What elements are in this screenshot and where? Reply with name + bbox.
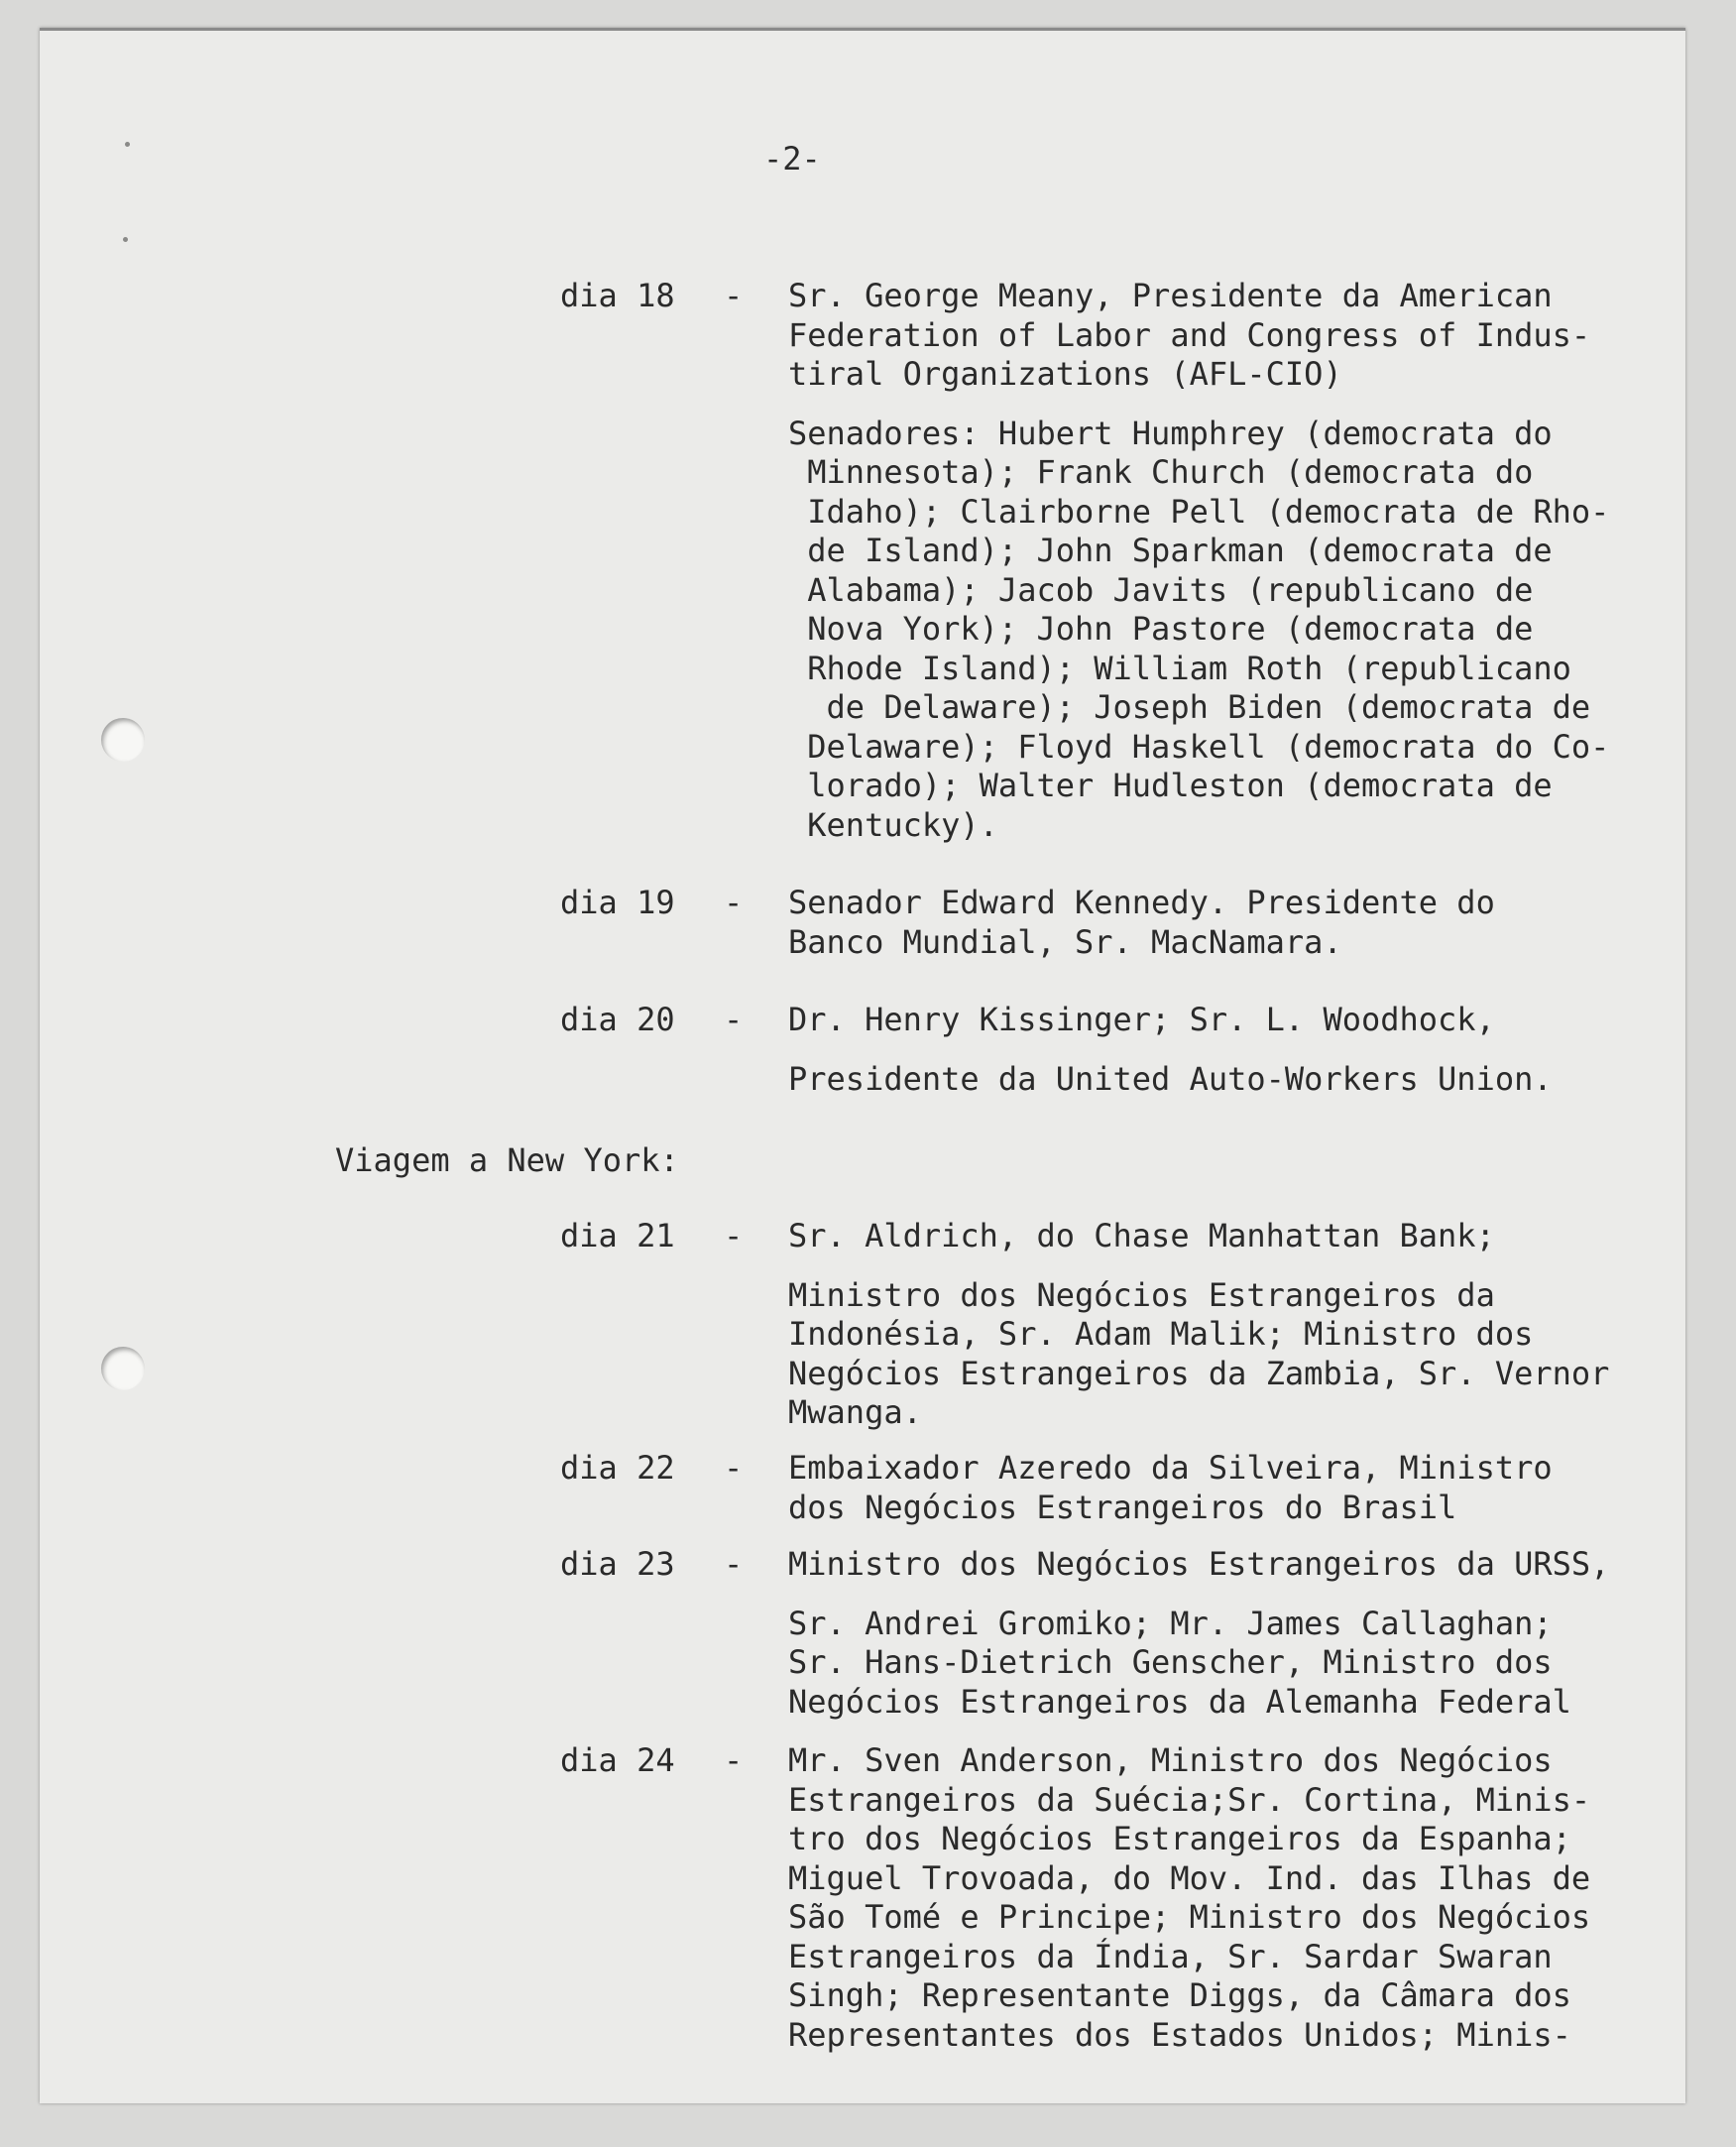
speck [123,237,128,242]
entry-line: de Delaware); Joseph Biden (democrata de [788,688,1591,726]
entry-line: Minnesota); Frank Church (democrata do [788,453,1534,491]
punch-hole-top [101,718,145,762]
entry-line: Banco Mundial, Sr. MacNamara. [788,922,1342,961]
entry-line: Idaho); Clairborne Pell (democrata de Rho- [788,492,1610,531]
entry-line: São Tomé e Principe; Ministro dos Negócios [788,1898,1591,1936]
entry-line: tiral Organizations (AFL-CIO) [788,355,1342,393]
entry-line: Senadores: Hubert Humphrey (democrata do [788,414,1553,452]
entry-line: Ministro dos Negócios Estrangeiros da [788,1275,1495,1314]
entry-line: Sr. Hans-Dietrich Genscher, Ministro dos [788,1643,1553,1681]
entry-day: dia 22 [560,1449,675,1487]
speck [125,142,130,147]
entry-day: dia 24 [560,1741,675,1779]
entry-line: Federation of Labor and Congress of Indus- [788,315,1591,354]
entry-line: Representantes dos Estados Unidos; Minis- [788,2015,1571,2054]
entry-dash: - [724,884,744,921]
entry-line: Nova York); John Pastore (democrata de [788,610,1534,648]
entry-day: dia 21 [560,1217,675,1254]
entry-dash: - [724,1545,744,1583]
entry-line: Negócios Estrangeiros da Zambia, Sr. Vernor [788,1354,1610,1392]
entry-dash: - [724,277,744,314]
entry-line: Senador Edward Kennedy. Presidente do [788,884,1495,921]
entry-line: Estrangeiros da Índia, Sr. Sardar Swaran [788,1937,1553,1975]
entry-day: dia 23 [560,1545,675,1583]
entry-line: Kentucky). [788,805,998,844]
entry-line: Sr. Aldrich, do Chase Manhattan Bank; [788,1217,1495,1254]
entry-line: lorado); Walter Hudleston (democrata de [788,767,1553,804]
entry-line: Miguel Trovoada, do Mov. Ind. das Ilhas de [788,1858,1591,1897]
entry-line: Delaware); Floyd Haskell (democrata do Co- [788,727,1610,766]
document-page [40,28,1685,2103]
entry-line: Mwanga. [788,1393,922,1431]
entry-day: dia 19 [560,884,675,921]
entry-line: dos Negócios Estrangeiros do Brasil [788,1488,1457,1526]
entry-line: Rhode Island); William Roth (republicano [788,649,1571,687]
section-heading: Viagem a New York: [335,1141,679,1179]
entry-line: Presidente da United Auto-Workers Union. [788,1059,1553,1098]
entry-line: de Island); John Sparkman (democrata de [788,532,1553,569]
entry-line: Embaixador Azeredo da Silveira, Ministro [788,1449,1553,1487]
entry-dash: - [724,1449,744,1487]
entry-line: Estrangeiros da Suécia;Sr. Cortina, Minis- [788,1780,1591,1819]
entry-line: tro dos Negócios Estrangeiros da Espanha; [788,1820,1571,1857]
entry-day: dia 18 [560,277,675,314]
entry-line: Dr. Henry Kissinger; Sr. L. Woodhock, [788,1001,1495,1038]
entry-line: Ministro dos Negócios Estrangeiros da URSS, [788,1545,1610,1583]
page-number: -2- [763,140,821,178]
entry-dash: - [724,1001,744,1038]
entry-line: Sr. Andrei Gromiko; Mr. James Callaghan; [788,1604,1553,1642]
entry-day: dia 20 [560,1001,675,1038]
entry-line: Mr. Sven Anderson, Ministro dos Negócios [788,1741,1553,1779]
entry-line: Singh; Representante Diggs, da Câmara dos [788,1976,1571,2014]
entry-line: Negócios Estrangeiros da Alemanha Federal [788,1682,1571,1721]
entry-line: Sr. George Meany, Presidente da American [788,277,1553,314]
entry-line: Indonésia, Sr. Adam Malik; Ministro dos [788,1315,1534,1353]
entry-dash: - [724,1741,744,1779]
entry-dash: - [724,1217,744,1254]
entry-line: Alabama); Jacob Javits (republicano de [788,570,1534,609]
punch-hole-bottom [101,1347,145,1390]
